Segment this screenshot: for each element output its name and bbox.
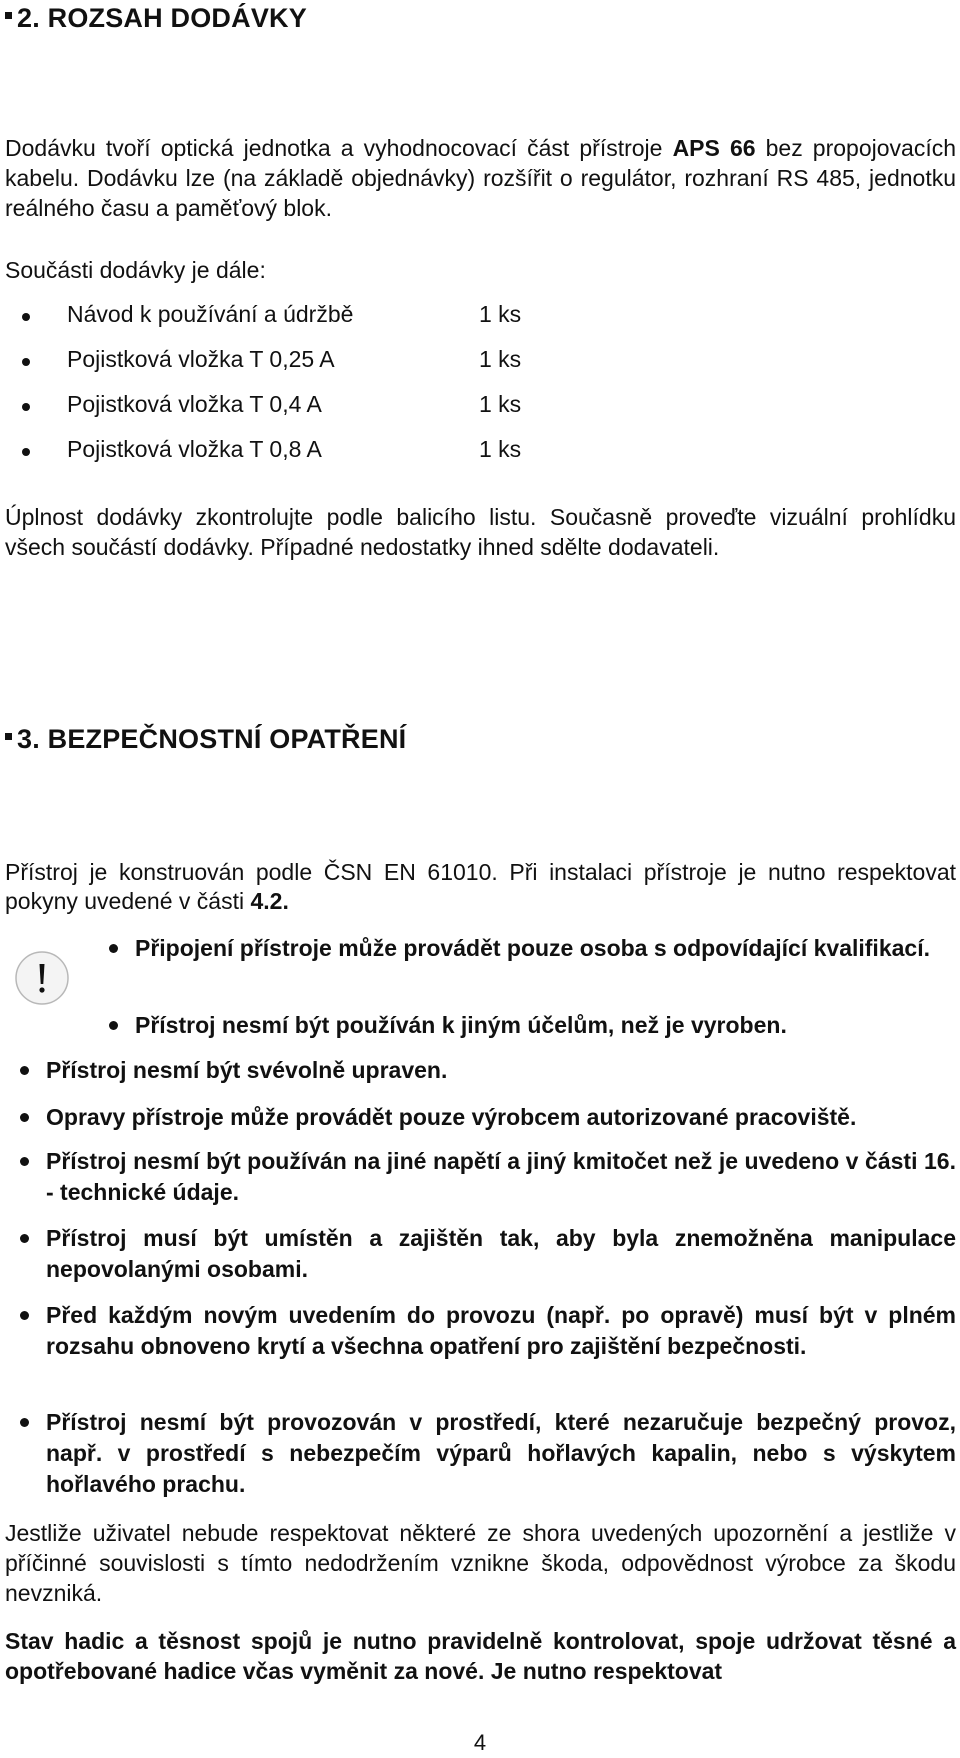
section-3-heading: 3. BEZPEČNOSTNÍ OPATŘENÍ xyxy=(5,724,406,755)
bullet-dot xyxy=(22,358,30,366)
bullet-dot xyxy=(20,1113,29,1122)
bullet-dot xyxy=(109,1021,118,1030)
list-item: Pojistková vložka T 0,8 A 1 ks xyxy=(22,436,542,466)
page-number: 4 xyxy=(473,1730,487,1755)
parts-title: Součásti dodávky je dále: xyxy=(5,257,266,283)
list-item: Pojistková vložka T 0,4 A 1 ks xyxy=(22,391,542,421)
bullet-dot xyxy=(20,1418,29,1427)
warning-bullet: Připojení přístroje může provádět pouze osoba s odpovídající kvalifikací. xyxy=(135,933,956,964)
heading-square-bullet xyxy=(5,12,12,19)
bullet-dot xyxy=(20,1234,29,1243)
safety-bullet: Před každým novým uvedením do provozu (např. po opravě) musí být v plném rozsahu obnoveno krytí a všechna opatření pro zajištění bezpečnosti. xyxy=(46,1300,956,1362)
liability-text: Jestliže uživatel nebude respektovat některé ze shora uvedených upozornění a jestliže v příčinné souvislosti s tímto nedodržením vznikne škoda, odpovědnost výrobce za škodu nevzniká. xyxy=(5,1520,956,1606)
warning-bullet: Přístroj nesmí být používán k jiným účelům, než je vyroben. xyxy=(135,1010,956,1041)
safety-bullet: Opravy přístroje může provádět pouze výrobcem autorizované pracoviště. xyxy=(46,1102,956,1133)
section-2-intro: Dodávku tvoří optická jednotka a vyhodnocovací část přístroje APS 66 bez propojovacích kabelu. Dodávku lze (na základě objednávky) rozšířit o regulátor, rozhraní RS 485, jednotku reálného času a paměťový blok. xyxy=(5,135,956,221)
hose-text: Stav hadic a těsnost spojů je nutno pravidelně kontrolovat, spoje udržovat těsné a opotřebované hadice včas vyměnit za nové. Je nutno respektovat xyxy=(5,1628,956,1684)
bullet-dot xyxy=(22,448,30,456)
safety-bullet: Přístroj musí být umístěn a zajištěn tak, aby byla znemožněna manipulace nepovolanými osobami. xyxy=(46,1223,956,1285)
check-text: Úplnost dodávky zkontrolujte podle balicího listu. Současně proveďte vizuální prohlídku všech součástí dodávky. Případné nedostatky ihned sdělte dodavateli. xyxy=(5,504,956,560)
list-item: Pojistková vložka T 0,25 A 1 ks xyxy=(22,346,542,376)
section-2-heading: 2. ROZSAH DODÁVKY xyxy=(5,3,307,34)
section-3-intro: Přístroj je konstruován podle ČSN EN 61010. Při instalaci přístroje je nutno respektovat pokyny uvedené v části 4.2. xyxy=(5,859,956,914)
bullet-dot xyxy=(20,1066,29,1075)
safety-bullet: Přístroj nesmí být provozován v prostředí, které nezaručuje bezpečný provoz, např. v prostředí s nebezpečím výparů hořlavých kapalin, nebo s výskytem hořlavého prachu. xyxy=(46,1407,956,1500)
exclamation-circle-icon xyxy=(12,948,72,1008)
bullet-dot xyxy=(20,1157,29,1166)
bullet-dot xyxy=(109,944,118,953)
list-item: Návod k používání a údržbě 1 ks xyxy=(22,301,542,331)
bullet-dot xyxy=(20,1311,29,1320)
bullet-dot xyxy=(22,313,30,321)
safety-bullet: Přístroj nesmí být svévolně upraven. xyxy=(46,1055,956,1086)
bullet-dot xyxy=(22,403,30,411)
heading-square-bullet xyxy=(5,733,12,740)
safety-bullet: Přístroj nesmí být používán na jiné napětí a jiný kmitočet než je uvedeno v části 16. - technické údaje. xyxy=(46,1146,956,1208)
